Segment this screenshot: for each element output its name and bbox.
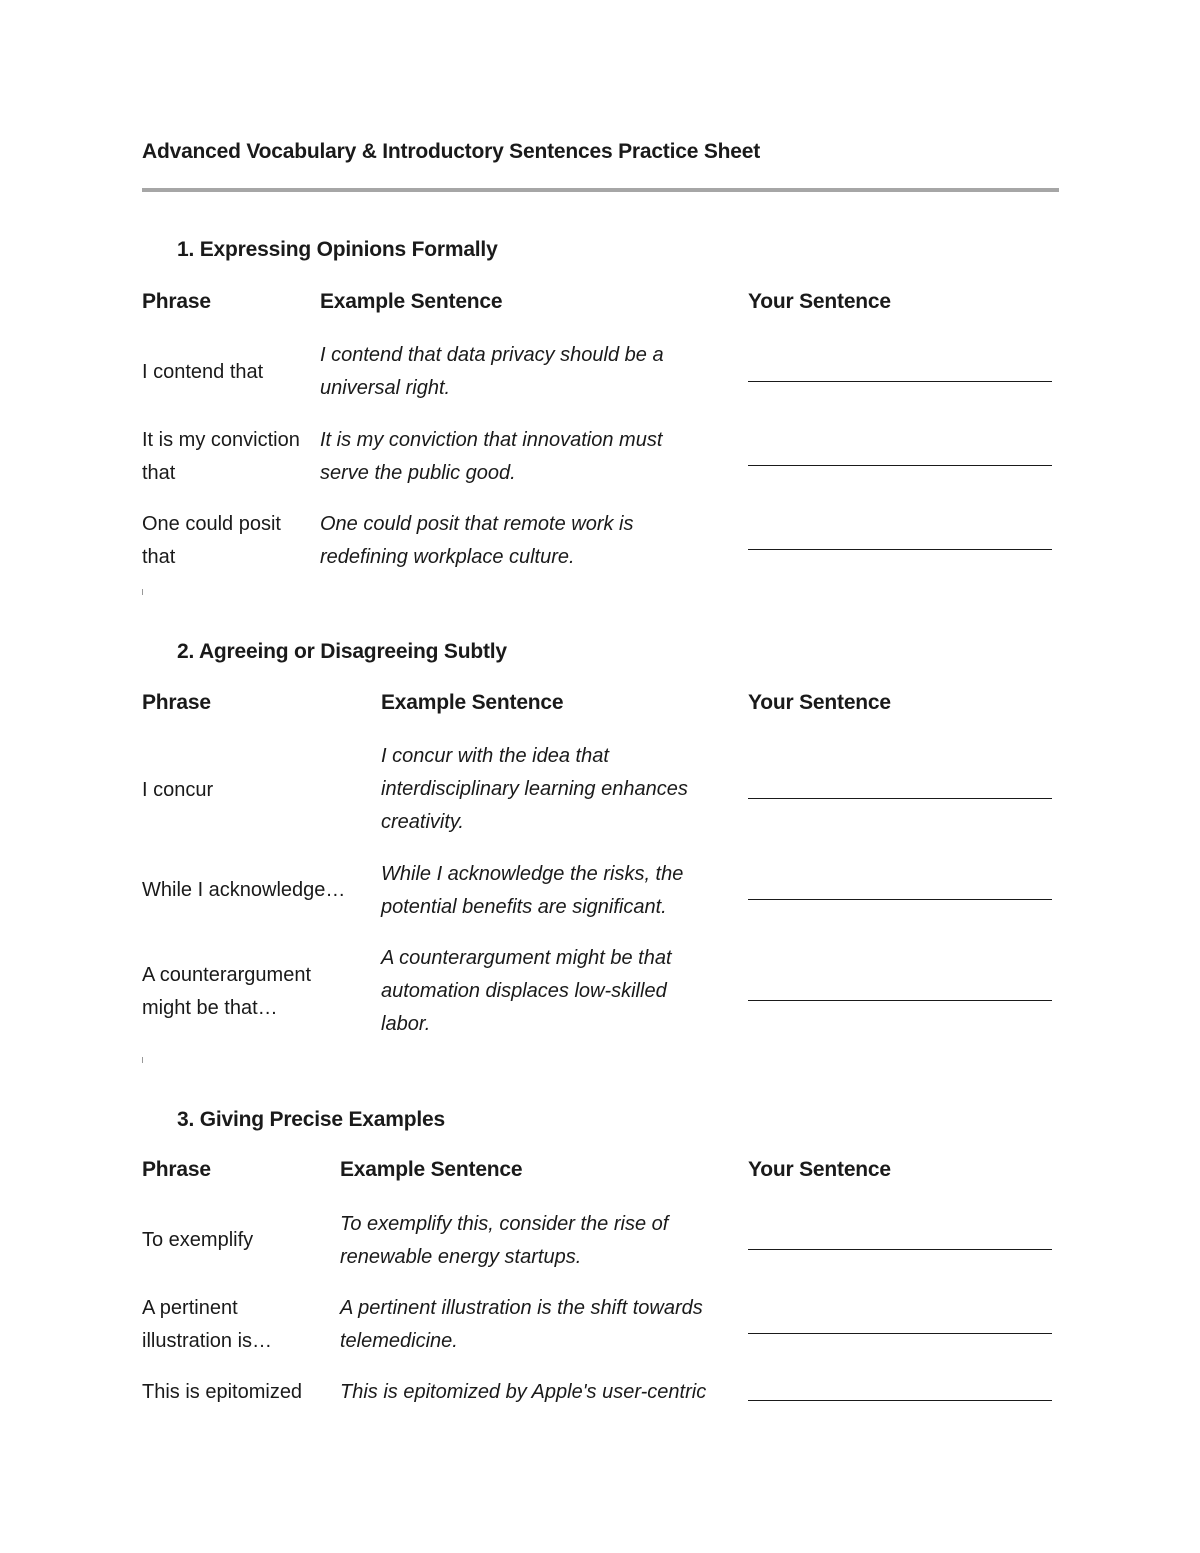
phrase-cell: This is epitomized: [142, 1381, 303, 1403]
your-sentence-blank[interactable]: [748, 898, 1052, 900]
phrase-cell: While I acknowledge…: [142, 879, 346, 901]
example-sentence-cell: A counterargument might be that automation displaces low-skilled labor.: [381, 947, 672, 1035]
column-header-your-sentence: Your Sentence: [748, 290, 891, 313]
phrase-cell: I concur: [142, 779, 214, 801]
column-header-phrase: Phrase: [142, 1158, 211, 1181]
page-title: Advanced Vocabulary & Introductory Sentences Practice Sheet: [142, 140, 761, 163]
column-header-phrase: Phrase: [142, 290, 211, 313]
example-sentence-cell: I contend that data privacy should be a universal right.: [320, 344, 664, 399]
column-header-example: Example Sentence: [381, 691, 564, 714]
section-heading-precise-examples: 3. Giving Precise Examples: [177, 1108, 445, 1131]
example-sentence-cell: While I acknowledge the risks, the potential benefits are significant.: [381, 863, 684, 918]
example-sentence-cell: This is epitomized by Apple's user-centric: [340, 1381, 707, 1403]
your-sentence-blank[interactable]: [748, 380, 1052, 382]
column-header-example: Example Sentence: [320, 290, 503, 313]
column-header-your-sentence: Your Sentence: [748, 691, 891, 714]
table-end-marker: [142, 589, 143, 595]
your-sentence-blank[interactable]: [748, 548, 1052, 550]
your-sentence-blank[interactable]: [748, 999, 1052, 1001]
example-sentence-cell: A pertinent illustration is the shift towards telemedicine.: [340, 1297, 703, 1352]
table-end-marker: [142, 1057, 143, 1063]
your-sentence-blank[interactable]: [748, 1332, 1052, 1334]
your-sentence-blank[interactable]: [748, 464, 1052, 466]
column-header-your-sentence: Your Sentence: [748, 1158, 891, 1181]
example-sentence-cell: I concur with the idea that interdisciplinary learning enhances creativity.: [381, 745, 688, 833]
phrase-cell: I contend that: [142, 361, 264, 383]
title-divider: [142, 188, 1059, 192]
your-sentence-blank[interactable]: [748, 797, 1052, 799]
your-sentence-blank[interactable]: [748, 1248, 1052, 1250]
example-sentence-cell: To exemplify this, consider the rise of renewable energy startups.: [340, 1213, 669, 1268]
phrase-cell: A pertinent illustration is…: [142, 1297, 273, 1352]
section-heading-agreeing-disagreeing: 2. Agreeing or Disagreeing Subtly: [177, 640, 507, 663]
your-sentence-blank[interactable]: [748, 1399, 1052, 1401]
column-header-example: Example Sentence: [340, 1158, 523, 1181]
example-sentence-cell: It is my conviction that innovation must serve the public good.: [320, 429, 663, 484]
phrase-cell: To exemplify: [142, 1229, 254, 1251]
column-header-phrase: Phrase: [142, 691, 211, 714]
example-sentence-cell: One could posit that remote work is redefining workplace culture.: [320, 513, 634, 568]
section-heading-expressing-opinions: 1. Expressing Opinions Formally: [177, 238, 498, 261]
phrase-cell: A counterargument might be that…: [142, 964, 311, 1019]
phrase-cell: One could posit that: [142, 513, 281, 568]
phrase-cell: It is my conviction that: [142, 429, 300, 484]
